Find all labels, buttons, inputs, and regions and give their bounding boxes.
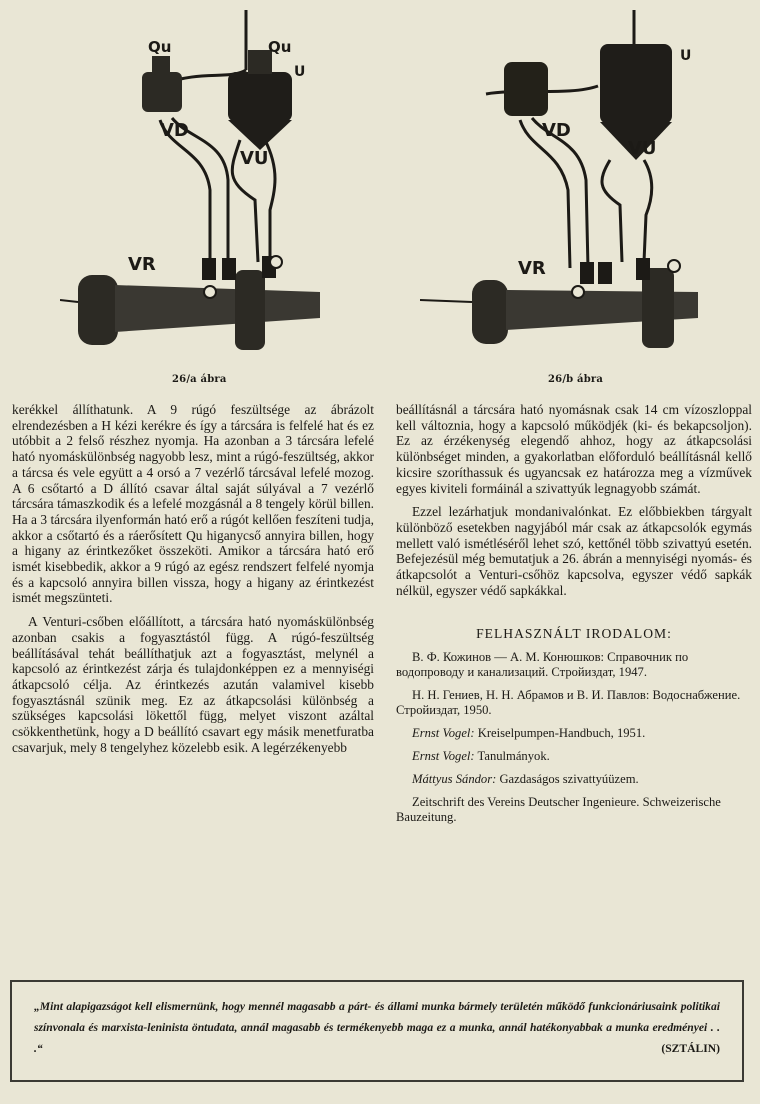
references-title: FELHASZNÁLT IRODALOM: bbox=[476, 626, 672, 642]
figure-26a-drawing bbox=[60, 0, 360, 372]
quote-text: „Mint alapigazságot kell elismernünk, hogy mennél magasabb a párt- és állami munka bármely területén működő funkcionáriusaink politikai színvonala és marxista-leninista öntudata, annál magasabb és termékenyebb maga ez a munka, annál hatékonyabbak a munka eredményei . . .“ bbox=[34, 1000, 720, 1055]
reference-item: Н. Н. Гениев, Н. Н. Абрамов и В. И. Павлов: Водоснабжение. Стройиздат, 1950. bbox=[396, 688, 741, 718]
label-vd: VD bbox=[542, 120, 571, 141]
left-text-column bbox=[12, 402, 374, 755]
reference-item: Zeitschrift des Vereins Deutscher Ingenieure. Schweizerische Bauzeitung. bbox=[396, 795, 721, 825]
paragraph: A Venturi-csőben előállított, a tárcsára ható nyomáskülönbség azonban csakis a fogyasztástól függ. A rúgó-feszültség beállításával tehát beállíthatjuk azt a fogyasztást, melynél a kapcsoló az érintkezést zárja és tulajdonképpen ez a mennyiségi átkapcsoló célja. Az érintkezés azután valamivel kisebb fogyasztásnál szünik meg. Ez az átkapcsolási különbség a szükséges kapcsolási lökettől függ, melyet viszont azáltal csökkenthetünk, hogy a D beállító csavart egy másik menetfuratba csavarjuk, mely 8 tengelyhez közelebb esik. A legérzékenyebb bbox=[12, 614, 374, 755]
figure-26b bbox=[420, 0, 720, 372]
right-text-column bbox=[396, 402, 752, 825]
label-vu: VU bbox=[240, 148, 269, 169]
label-vr: VR bbox=[128, 254, 156, 275]
label-vr: VR bbox=[518, 258, 546, 279]
quote-box bbox=[10, 980, 744, 1082]
reference-item: Ernst Vogel: Kreiselpumpen-Handbuch, 1951. bbox=[412, 726, 646, 741]
label-qu-small: Qu bbox=[148, 38, 172, 56]
reference-author: Ernst Vogel: bbox=[412, 726, 475, 741]
reference-author: Máttyus Sándor: bbox=[412, 772, 497, 787]
label-vd: VD bbox=[160, 120, 189, 141]
reference-item: В. Ф. Кожинов — А. М. Конюшков: Справочник по водопроводу и канализаций. Стройиздат, 1947. bbox=[396, 650, 689, 680]
figure-26a-caption: 26/a ábra bbox=[172, 374, 227, 385]
paragraph: Ezzel lezárhatjuk mondanivalónkat. Ez előbbiekben tárgyalt különböző esetekben nagyjából már csak az átkapcsolók egymás mellett való ismétléséről lehet szó, kettőnél több szivattyú esetén. Befejezésül még bemutatjuk a 26. ábrán a mennyiségi nyomás- és átkapcsolót a Venturi-csőhöz kapcsolva, egyszer védő sapkák nélkül, egyszer védő sapkákkal. bbox=[396, 504, 752, 598]
reference-author: Ernst Vogel: bbox=[412, 749, 475, 764]
label-qu-large: Qu bbox=[268, 38, 292, 56]
references-list bbox=[396, 650, 752, 825]
reference-item: Ernst Vogel: Tanulmányok. bbox=[412, 749, 550, 764]
paragraph: beállításnál a tárcsára ható nyomásnak csak 14 cm vízoszloppal kell változnia, hogy a kapcsoló működjék (ki- és bekapcsoljon). Ez az érzékenység elegendő ahhoz, hogy az átkapcsolási különbséget minden, a gyakorlatban előforduló beállításnál kellő kicsire szoríthassuk és ugyancsak ez határozza meg a vízművek egyes kiviteli formáinál a szivattyúk legnagyobb számát. bbox=[396, 402, 752, 496]
paragraph: kerékkel állíthatunk. A 9 rúgó feszültsége az ábrázolt elrendezésben a H kézi kerékre és így a tárcsára is felfelé hat és ez utóbbit a 2 felső részhez nyomja. Ha azonban a 3 tárcsára lefelé ható nyomáskülönbség nagyobb lesz, mint a rúgó-feszültség, akkor a tárcsa és vele együtt a 4 orsó a 7 vezérlő tárcsával lefelé mozog. A 6 csőtartó a D állító csavar által saját súlyával a 7 vezérlő tárcsára támaszkodik és a lefelé mozgásnál a 8 tengely körül billen. Ha a 3 tárcsára ilyenformán ható erő a rúgót kellően feszíteni tudja, akkor a csőtartó és a ráerősített Qu higanycső annyira billen, hogy a higany az érintkezőket összeköti. Amikor a tárcsára ható erő ismét kisebbedik, akkor a 9 rúgó az egész rendszert felfelé nyomja és a kapcsoló annyira billen vissza, hogy a higany az érintkezést ismét megszünteti. bbox=[12, 402, 374, 606]
label-vu: VU bbox=[628, 138, 657, 159]
label-u: U bbox=[294, 64, 306, 80]
label-u: U bbox=[680, 48, 692, 64]
reference-item: Máttyus Sándor: Gazdaságos szivattyúüzem. bbox=[412, 772, 639, 787]
figure-26b-caption: 26/b ábra bbox=[548, 374, 604, 385]
quote-author: (SZTÁLIN) bbox=[661, 1042, 720, 1055]
figure-26a bbox=[60, 0, 360, 372]
figure-26b-drawing bbox=[420, 0, 720, 372]
